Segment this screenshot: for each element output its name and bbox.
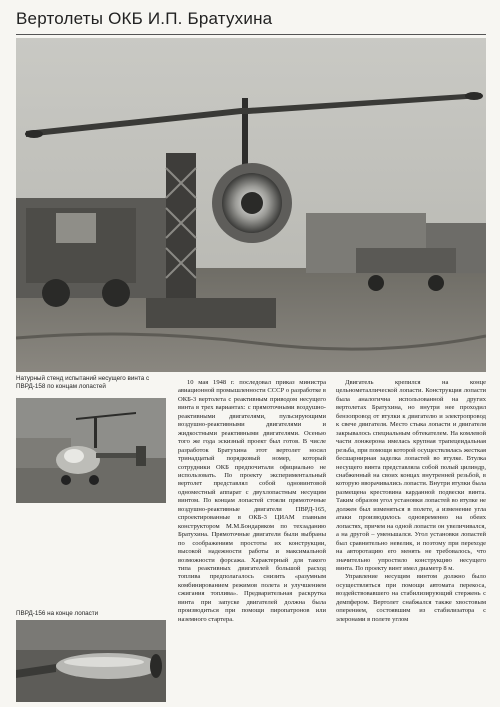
photo-caption-ramjet: ПВРД-156 на конце лопасти [16, 610, 99, 617]
paragraph: 10 мая 1948 г. последовал приказ министра авиационной промышленности СССР о разработке в ОКБ-3 вертолета с реактивным приводом несущего винта в трех вариантах: с прямоточными воздушно-реактивными двигателями, пульсирующими воздушно-реактивными двигателями и жидкостными реактивными двигателями. Осенью того же года эскизный проект был готов. В числе разработок Братухина этот вертолет носил тринадцатый порядковый номер, который сотрудники ОКБ предпочитали официально не использовать. По проекту экспериментальный вертолет представлял собой одновинтовой одноместный аппарат с двухлопастным несущим винтом. По концам лопастей стояли прямоточные воздушно-реактивные двигатели ПВРД-165, спроектированные в ОКБ-3 ЦИАМ главным конструктором М.М.Бондаряком по техзаданию Братухина. Прямоточные двигатели были выбраны по соображениям простоты их конструкции, высокой надежности работы и максимальной возможности форсажа. Характерный для такого типа реактивных двигателей большой расход топлива предполагалось снизить «разумным комбинированием режимов полета и улучшением сжигания топлива». Предварительная раскрутка винта при запуске двигателей должна была производиться при помощи пиропатронов или наземного стартера. [178, 379, 326, 623]
text-column-middle [178, 379, 326, 624]
paragraph: Двигатель крепился на конце цельнометаллической лопасти. Конструкция лопасти была аналогична использованной на других вертолетах Братухина, но внутри нее проходил бензопровод от втулки к двигателю и электропровод к свече двигателя. Место стыка лопасти и двигателя закрывалось специальным обтекателем. На комлевой части лонжерона имелась крупная трапецеидальная резьба, при помощи которой осуществлялась жесткая бесшарнирная заделка лопастей во втулке. Втулка несущего винта представляла собой полый цилиндр, снабженный на своих концах внутренней резьбой, в которую вворачивались лопасти. Внутри втулки была размещена крестовина карданной подвески винта. Таким образом угол установки лопастей во втулке не должен был изменяться в полете, а изменение угла атаки производилось одновременно на обеих лопастях, причем на одной лопасти он увеличивался, а на другой – уменьшался. Угол установки лопастей был сравнительно невелик, и поэтому при переходе на авторотацию его менять не требовалось, что значительно упростило конструкцию несущего винта. По проекту винт имел диаметр 8 м. [336, 379, 486, 572]
photo-helicopter [16, 398, 166, 503]
page-title: Вертолеты ОКБ И.П. Братухина [16, 9, 273, 28]
paragraph: Управление несущим винтом должно было осуществляться при помощи автомата перекоса, воздействовавшего на стабилизирующий стержень с демпфером. Вертолет снабжался также хвостовым оперением, состоявшим из стабилизатора с элеронами в полете углом [336, 573, 486, 623]
page-header [16, 6, 486, 35]
test-stand-image [16, 38, 486, 372]
photo-test-stand [16, 38, 486, 372]
helicopter-image [16, 398, 166, 503]
photo-ramjet [16, 620, 166, 702]
text-column-right [336, 379, 486, 624]
photo-caption-test-stand: Натурный стенд испытаний несущего винта с ПВРД-158 по концам лопастей [16, 375, 150, 390]
ramjet-image [16, 620, 166, 702]
